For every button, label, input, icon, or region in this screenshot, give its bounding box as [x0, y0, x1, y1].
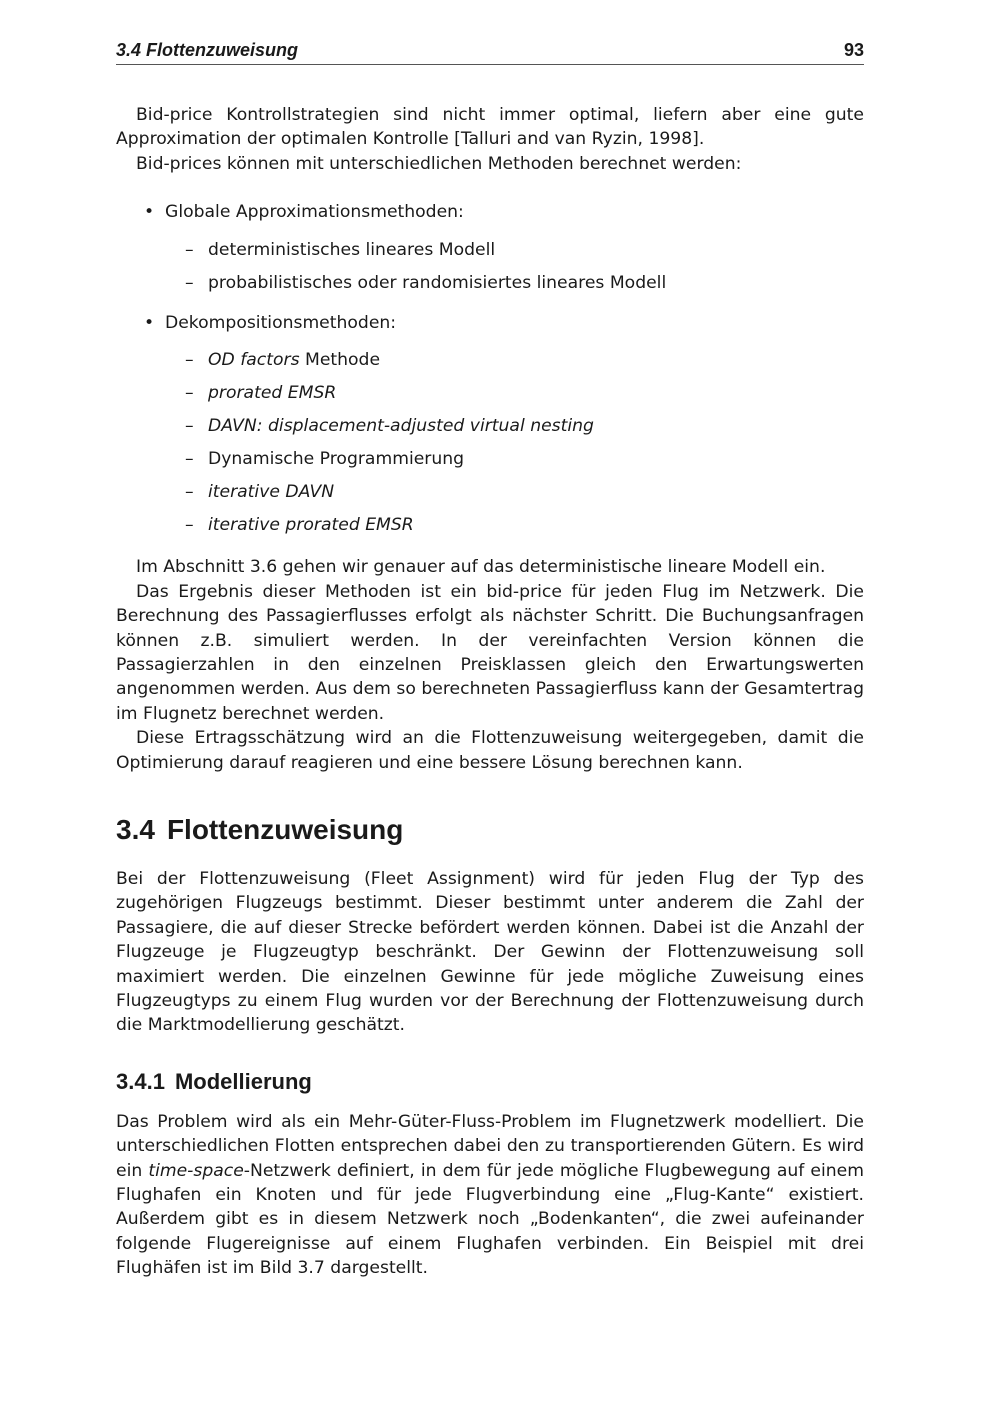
dash-icon: –: [185, 514, 194, 535]
intro-block: [116, 103, 864, 176]
paragraph-revenue-estimate: Diese Ertragsschätzung wird an die Flottenzuweisung weitergegeben, damit die Optimierung darauf reagieren und eine bessere Lösung berechnen kann.: [116, 728, 864, 773]
paragraph-passenger-flow: Das Ergebnis dieser Methoden ist ein bid-price für jeden Flug im Netzwerk. Die Berechnung des Passagierflusses erfolgt als nächster Schritt. Die Buchungsanfragen können z.B. simuliert werden. In der vereinfachten Version können die Passagierzahlen in den einzelnen Preisklassen gleich den Erwartungswerten angenommen werden. Aus dem so berechneten Passagierfluss kann der Gesamtertrag im Flugnetz berechnet werden.: [116, 581, 864, 724]
dash-icon: –: [185, 272, 194, 293]
subsection-heading: [116, 1068, 864, 1096]
modelling-text-start: Das Problem wird als ein Mehr-Güter-Fluss-Problem im Flugnetzwerk modelliert. Die unterschiedlichen Flotten entsprechen dabei den zu transportierenden Gütern. Es wird ein: [116, 1111, 864, 1181]
decomposition-methods-sublist: [165, 348, 864, 537]
bullet-icon: •: [144, 312, 155, 333]
dash-icon: –: [185, 383, 194, 404]
sublist-item-italic: iterative prorated EMSR: [208, 514, 414, 535]
sublist-item: [165, 381, 864, 405]
methods-list: [116, 200, 864, 537]
sublist-item-text: deterministisches lineares Modell: [208, 239, 496, 260]
paragraph-bid-price-strategies: Bid-price Kontrollstrategien sind nicht immer optimal, liefern aber eine gute Approximation der optimalen Kontrolle [Talluri and van Ryzin, 1998].: [116, 105, 864, 150]
sublist-item-italic: DAVN: displacement-adjusted virtual nesting: [208, 416, 594, 437]
sublist-item-italic: OD factors: [208, 350, 300, 371]
section-title: Flottenzuweisung: [166, 813, 404, 845]
modelling-italic-term: time-space: [148, 1160, 244, 1181]
dash-icon: –: [185, 449, 194, 470]
paragraph-modelling: [116, 1110, 864, 1281]
modelling-text-end: -Netzwerk definiert, in dem für jede mögliche Flugbewegung auf einem Flughafen ein Knoten und für jede Flugverbindung eine „Flug-Kante“ existiert. Außerdem gibt es in diesem Netzwerk noch „Bodenkanten“, die zwei aufeinander folgende Flugereignisse auf einem Flughafen verbinden. Ein Beispiel mit drei Flughäfen ist im Bild 3.7 dargestellt.: [116, 1160, 864, 1279]
sublist-item: [165, 348, 864, 372]
sublist-item-text: probabilistisches oder randomisiertes lineares Modell: [208, 272, 667, 293]
subsection-title: Modellierung: [174, 1068, 312, 1094]
sublist-item: [165, 271, 864, 295]
dash-icon: –: [185, 350, 194, 371]
sublist-item: [165, 238, 864, 262]
running-header: [116, 38, 864, 65]
sublist-item: [165, 513, 864, 537]
list-item-label: Dekompositionsmethoden:: [165, 312, 397, 333]
paragraph-section-reference: Im Abschnitt 3.6 gehen wir genauer auf das deterministische lineare Modell ein.: [136, 557, 826, 578]
paragraph-bid-price-methods: Bid-prices können mit unterschiedlichen Methoden berechnet werden:: [136, 153, 742, 174]
dash-icon: –: [185, 239, 194, 260]
paragraph-fleet-assignment: Bei der Flottenzuweisung (Fleet Assignment) wird für jeden Flug der Typ des zugehörigen Flugzeugs bestimmt. Dieser bestimmt unter anderem die Zahl der Passagiere, die auf dieser Strecke befördert werden können. Dabei ist die Anzahl der Flugzeuge je Flugzeugtyp beschränkt. Der Gewinn der Flottenzuweisung soll maximiert werden. Die einzelnen Gewinne für jede mögliche Zuweisung eines Flugzeugtyps zu einem Flug wurden vor der Berechnung der Flottenzuweisung durch die Marktmodellierung geschätzt.: [116, 868, 864, 1036]
sublist-item: [165, 414, 864, 438]
sublist-item: [165, 480, 864, 504]
list-item-label: Globale Approximationsmethoden:: [165, 202, 464, 223]
dash-icon: –: [185, 416, 194, 437]
sublist-item: [165, 447, 864, 471]
sublist-item-text: Dynamische Programmierung: [208, 449, 465, 470]
list-item-decomposition-methods: [116, 311, 864, 537]
sublist-item-italic: iterative DAVN: [208, 481, 335, 502]
list-item-global-methods: [116, 200, 864, 295]
section-number: 3.4: [116, 813, 155, 845]
sublist-item-text: Methode: [299, 350, 381, 371]
bullet-icon: •: [144, 202, 155, 223]
subsection-number: 3.4.1: [116, 1068, 165, 1094]
dash-icon: –: [185, 481, 194, 502]
section-heading: [116, 813, 864, 847]
running-header-title: 3.4 Flottenzuweisung: [116, 40, 299, 60]
after-list-block: [116, 555, 864, 775]
sublist-item-italic: prorated EMSR: [208, 383, 337, 404]
page: [116, 38, 864, 1281]
global-methods-sublist: [165, 238, 864, 295]
page-number: 93: [843, 40, 864, 60]
